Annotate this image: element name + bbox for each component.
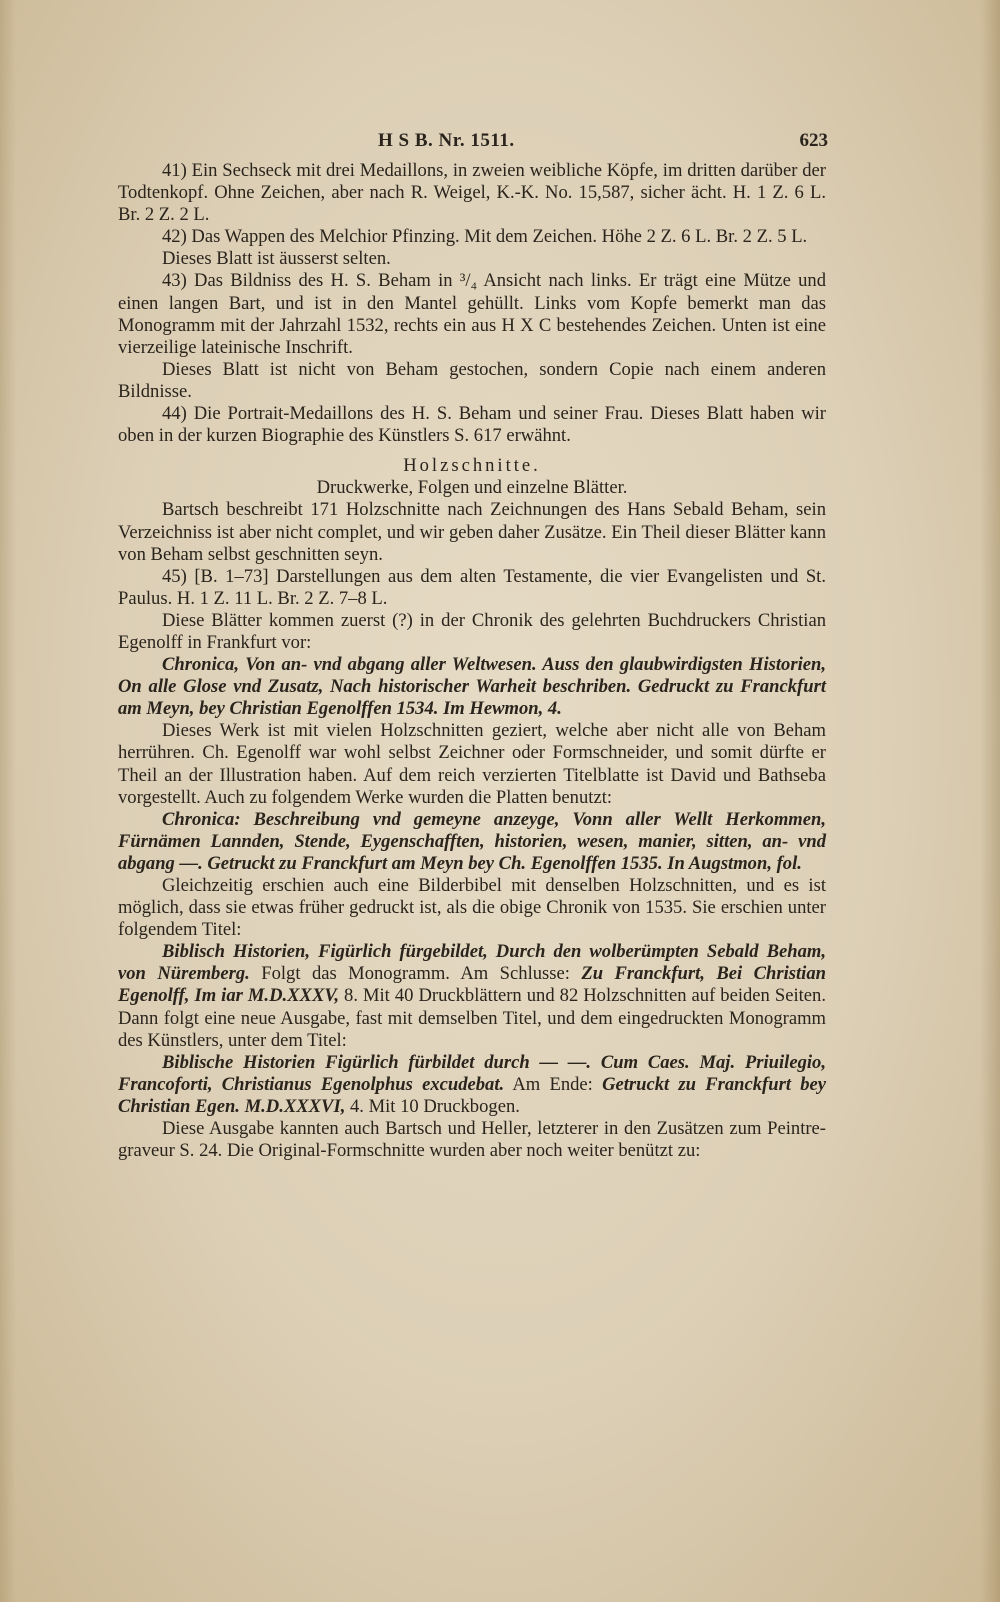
section-subtitle: Druckwerke, Folgen und einzelne Blätter.: [316, 477, 628, 499]
entry-45: 45) [B. 1–73] Darstellungen aus dem alten Testamente, die vier Evangelisten und St. Paulus. H. 1 Z. 11 L. Br. 2 Z. 7–8 L.: [118, 565, 826, 609]
page-header: [118, 126, 826, 160]
colophon-1536: Getruckt zu Franckfurt bey Christian Egen. M.D.XXXVI,: [118, 1073, 826, 1117]
last-paragraph: Diese Ausgabe kannten auch Bartsch und Heller, letzterer in den Zusätzen zum Peintre-graveur S. 24. Die Original-Formschnitte wurden aber noch weiter benützt zu:: [118, 1118, 826, 1162]
book-page: [118, 126, 826, 1162]
note-42: Dieses Blatt ist äusserst selten.: [162, 248, 391, 270]
paragraph-bilderbibel: Gleichzeitig erschien auch eine Bilderbibel mit denselben Holzschnitten, und es ist möglich, dass sie etwas früher gedruckt ist, als die obige Chronik von 1535. Sie erschien unter folgendem Titel:: [118, 875, 826, 941]
book-title-biblische-historien: Biblische Historien Figürlich fürbildet durch — —. Cum Caes. Maj. Priuilegio, Francoforti, Christianus Egenolphus excudebat.: [118, 1051, 826, 1095]
paragraph-biblisch-historien: Biblisch Historien, Figürlich fürgebildet, Durch den wolberümpten Sebald Beham, von Nüremberg. Folgt das Monogramm. Am Schlusse: Zu Franckfurt, Bei Christian Egenolff, Im iar M.D.XXXV, 8. Mit 40 Druckblättern und 82 Holzschnitten auf beiden Seiten. Dann folgt eine neue Ausgabe, fast mit demselben Titel, und dem eingedruckten Monogramm des Künstlers, unter dem Titel:: [118, 941, 826, 1051]
page-edge-right: [980, 0, 1000, 1602]
book-title-chronica-1534: Chronica, Von an- vnd abgang aller Weltwesen. Auss den glaubwirdigsten Historien, On alle Glose vnd Zusatz, Nach historischer Warheit beschriben. Gedruckt zu Franckfurt am Meyn, bey Christian Egenolffen 1534. Im Hewmon, 4.: [118, 654, 826, 720]
paragraph-biblische-historien: Biblische Historien Figürlich fürbildet durch — —. Cum Caes. Maj. Priuilegio, Francoforti, Christianus Egenolphus excudebat. Am Ende: Getruckt zu Franckfurt bey Christian Egen. M.D.XXXVI, 4. Mit 10 Druckbogen.: [118, 1051, 826, 1117]
section-title: Holzschnitte.: [403, 455, 541, 477]
entry-41: 41) Ein Sechseck mit drei Medaillons, in zweien weibliche Köpfe, im dritten darüber der Todtenkopf. Ohne Zeichen, aber nach R. Weigel, K.-K. No. 15,587, sicher ächt. H. 1 Z. 6 L. Br. 2 Z. 2 L.: [118, 160, 826, 226]
note-45: Diese Blätter kommen zuerst (?) in der Chronik des gelehrten Buchdruckers Christian Egenolff in Frankfurt vor:: [118, 609, 826, 653]
colophon-1535: Zu Franckfurt, Bei Christian Egenolff, Im iar M.D.XXXV,: [118, 963, 826, 1007]
book-title-chronica-1535: Chronica: Beschreibung vnd gemeyne anzeyge, Vonn aller Wellt Herkommen, Fürnämen Lannden, Stende, Eygenschafften, historien, wesen, manier, sitten, an- vnd abgang —. Getruckt zu Franckfurt am Meyn bey Ch. Egenolffen 1535. In Augstmon, fol.: [118, 808, 826, 874]
page-number: 623: [799, 130, 828, 151]
running-title: H S B. Nr. 1511.: [378, 130, 515, 151]
intro-paragraph: Bartsch beschreibt 171 Holzschnitte nach Zeichnungen des Hans Sebald Beham, sein Verzeichniss ist aber nicht complet, und wir geben daher Zusätze. Ein Theil dieser Blätter kann von Beham selbst geschnitten seyn.: [118, 499, 826, 565]
page-edge-left: [0, 0, 16, 1602]
entry-44: 44) Die Portrait-Medaillons des H. S. Beham und seiner Frau. Dieses Blatt haben wir oben in der kurzen Biographie des Künstlers S. 617 erwähnt.: [118, 403, 826, 447]
paragraph-egenolff: Dieses Werk ist mit vielen Holzschnitten geziert, welche aber nicht alle von Beham herrühren. Ch. Egenolff war wohl selbst Zeichner oder Formschneider, und somit dürfte er Theil an der Illustration haben. Auf dem reich verzierten Titelblatte ist David und Bathseba vorgestellt. Auch zu folgendem Werke wurden die Platten benutzt:: [118, 720, 826, 808]
book-title-biblisch-historien: Biblisch Historien, Figürlich fürgebildet, Durch den wolberümpten Sebald Beham, von Nüremberg.: [118, 941, 826, 985]
note-43: Dieses Blatt ist nicht von Beham gestochen, sondern Copie nach einem anderen Bildnisse.: [118, 358, 826, 402]
entry-42: 42) Das Wappen des Melchior Pfinzing. Mit dem Zeichen. Höhe 2 Z. 6 L. Br. 2 Z. 5 L.: [162, 226, 808, 248]
entry-43: 43) Das Bildniss des H. S. Beham in ³/₄ Ansicht nach links. Er trägt eine Mütze und einen langen Bart, und ist in den Mantel gehüllt. Links vom Kopfe bemerkt man das Monogramm mit der Jahrzahl 1532, rechts ein aus H X C bestehendes Zeichen. Unten ist eine vierzeilige lateinische Inschrift.: [118, 270, 826, 358]
